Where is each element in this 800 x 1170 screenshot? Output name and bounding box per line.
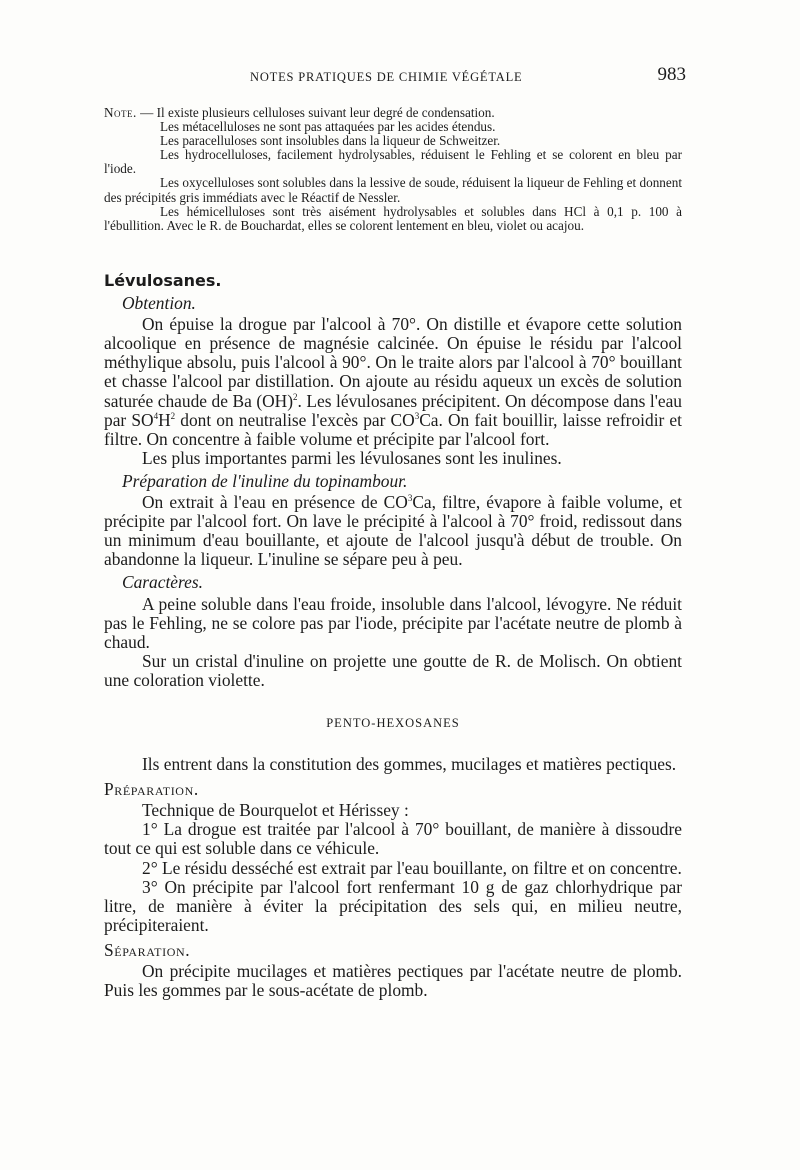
list-item: 2° Le résidu desséché est extrait par l'eau bouillante, on filtre et on concentre. bbox=[142, 857, 682, 878]
paragraph: Technique de Bourquelot et Hérissey : bbox=[142, 800, 409, 821]
note-line: Les hémicelluloses sont très aisément hydrolysables et solubles dans HCl à 0,1 p. 100 à l'ébullition. Avec le R. de Bouchardat, elles se colorent lentement en bleu, violet ou acajou. bbox=[104, 203, 682, 233]
subhead-obtention: Obtention. bbox=[122, 293, 196, 314]
paragraph: Les plus importantes parmi les lévulosanes sont les inulines. bbox=[142, 447, 562, 468]
note-intro: — Il existe plusieurs celluloses suivant leur degré de condensation. bbox=[136, 105, 495, 120]
running-title: NOTES PRATIQUES DE CHIMIE VÉGÉTALE bbox=[250, 70, 523, 84]
note-line bbox=[104, 106, 682, 120]
page-number: 983 bbox=[657, 64, 686, 85]
subhead-preparation: Préparation. bbox=[104, 779, 199, 800]
subhead-caracteres: Caractères. bbox=[122, 572, 203, 593]
note-line: Les oxycelluloses sont solubles dans la lessive de soude, réduisent la liqueur de Fehling et donnent des précipités gris immédiats avec le Réactif de Nessler. bbox=[104, 175, 682, 205]
note-line: Les hydrocelluloses, facilement hydrolysables, réduisent le Fehling et se colorent en bleu par l'iode. bbox=[104, 147, 682, 177]
list-item: 1° La drogue est traitée par l'alcool à 70° bouillant, de manière à dissoudre tout ce qui est soluble dans ce véhicule. bbox=[104, 819, 682, 859]
paragraph: Ils entrent dans la constitution des gommes, mucilages et matières pectiques. bbox=[142, 754, 677, 775]
list-item: 3° On précipite par l'alcool fort renfermant 10 g de gaz chlorhydrique par litre, de manière à éviter la précipitation des sels qui, en milieu neutre, précipiteraient. bbox=[104, 876, 682, 935]
paragraph: On précipite mucilages et matières pectiques par l'acétate neutre de plomb. Puis les gommes par le sous-acétate de plomb. bbox=[104, 961, 682, 1001]
paragraph: A peine soluble dans l'eau froide, insoluble dans l'alcool, lévogyre. Ne réduit pas le Fehling, ne se colore pas par l'iode, précipite par l'acétate neutre de plomb à chaud. bbox=[104, 593, 682, 652]
paragraph: On extrait à l'eau en présence de $CO^3Ca$, filtre, évapore à faible volume, et précipite par l'alcool fort. On lave le précipité à l'alcool à 70° froid, redissout dans un minimum d'eau bouillante, et ajoute de l'alcool jusqu'à début de trouble. On abandonne la liqueur. L'inuline se sépare peu à peu. bbox=[104, 492, 682, 570]
paragraph: Sur un cristal d'inuline on projette une goutte de R. de Molisch. On obtient une coloration violette. bbox=[104, 650, 682, 690]
subhead-preparation-inuline: Préparation de l'inuline du topinambour. bbox=[122, 470, 408, 491]
note-block bbox=[104, 106, 682, 233]
note-label: Note. bbox=[104, 105, 137, 120]
paragraph: On épuise la drogue par l'alcool à 70°. On distille et évapore cette solution alcoolique en présence de magnésie calcinée. On épuise le résidu par l'alcool méthylique absolu, puis l'alcool à 90°. On le traite alors par l'alcool à 70° bouillant et chasse l'alcool par distillation. On ajoute au résidu aqueux un excès de solution saturée chaude de Ba (OH)$^2$. Les lévulosanes précipitent. On décompose dans l'eau par $SO^4H^2$ dont on neutralise l'excès par $CO^3Ca$. On fait bouillir, laisse refroidir et filtre. On concentre à faible volume et précipite par l'alcool fort. bbox=[104, 314, 682, 449]
main-text bbox=[104, 271, 682, 1000]
note-line: Les paracelluloses sont insolubles dans la liqueur de Schweitzer. bbox=[160, 133, 501, 149]
section-title-pentohexosanes: PENTO-HEXOSANES bbox=[326, 715, 460, 730]
note-line: Les métacelluloses ne sont pas attaquées par les acides étendus. bbox=[160, 119, 496, 135]
section-title-levulosanes: Lévulosanes. bbox=[104, 271, 222, 290]
subhead-separation: Séparation. bbox=[104, 939, 191, 960]
